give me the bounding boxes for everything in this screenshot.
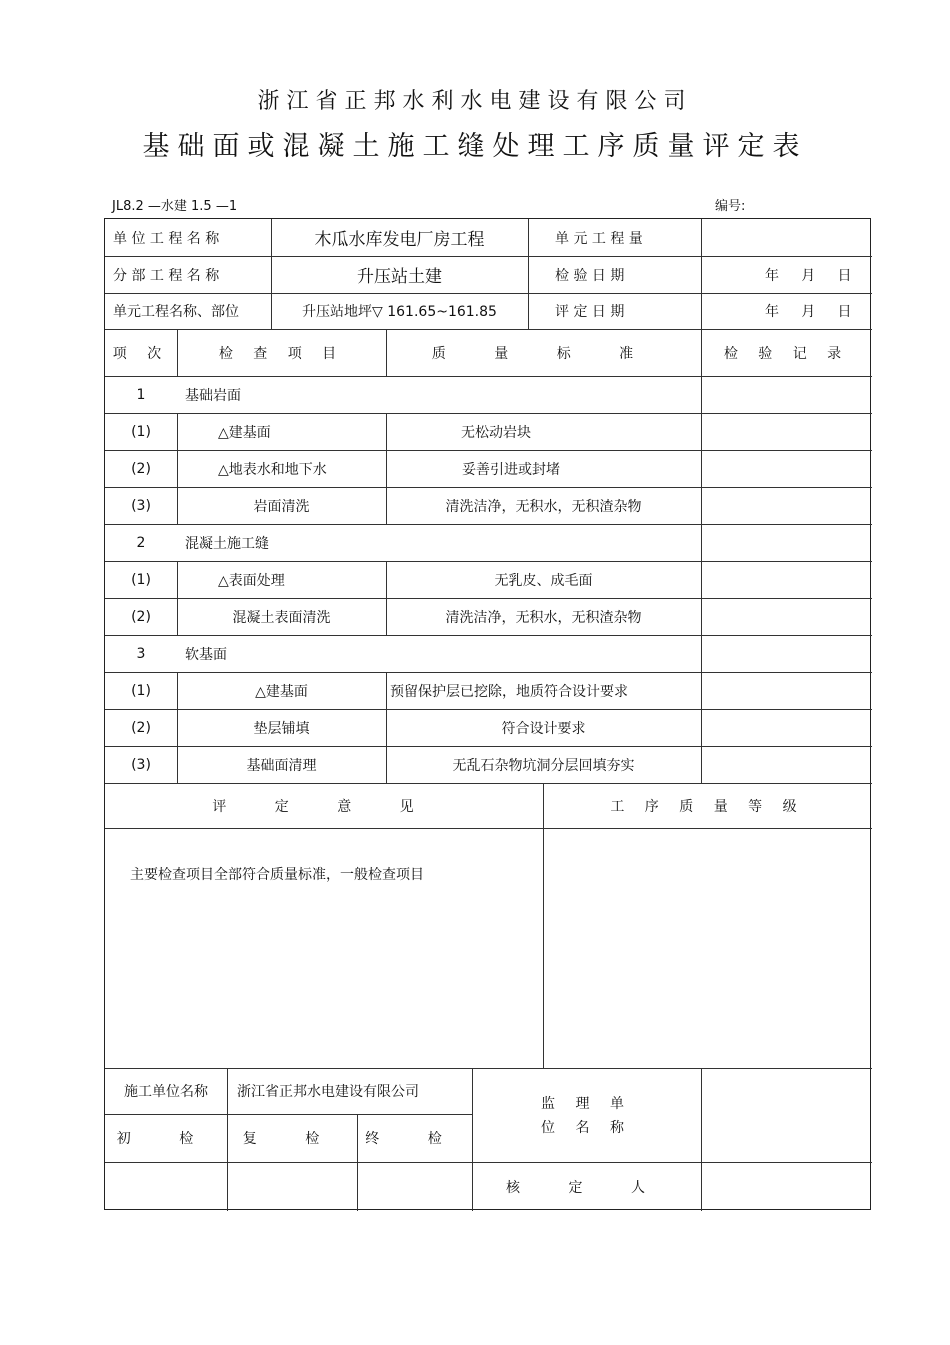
item-no: (3): [131, 497, 151, 514]
row-divider: [105, 828, 872, 829]
first-check-signature[interactable]: [105, 1162, 227, 1211]
section-no: 3: [136, 645, 146, 662]
assess-date-value[interactable]: 年 月 日: [765, 304, 852, 320]
sub-project-label: 分 部 工 程 名 称: [113, 267, 220, 284]
first-check-label: 初 检: [116, 1131, 216, 1147]
section-title: 混凝土施工缝: [185, 535, 269, 552]
check-item: 基础面清理: [246, 757, 317, 774]
section-no: 2: [136, 534, 146, 551]
item-no: (2): [131, 608, 151, 625]
inspection-record[interactable]: [701, 487, 872, 524]
element-label: 单元工程名称、部位: [113, 304, 239, 320]
item-no: (1): [131, 682, 151, 699]
inspection-record[interactable]: [701, 598, 872, 635]
assess-date-label: 评 定 日 期: [555, 304, 625, 320]
inspection-record[interactable]: [701, 561, 872, 598]
quality-standard: 清洗洁净，无积水，无积渣杂物: [445, 498, 642, 515]
sub-project-value: 升压站土建: [357, 267, 442, 287]
inspection-record[interactable]: [701, 413, 872, 450]
header-quality-standard: 质 量 标 准: [431, 345, 656, 362]
section-title: 基础岩面: [185, 387, 241, 404]
quality-standard: 无乱石杂物坑洞分层回填夯实: [452, 757, 635, 774]
item-no: (2): [131, 460, 151, 477]
company-name: 浙江省正邦水利水电建设有限公司: [257, 89, 693, 114]
supervisor-signature[interactable]: [701, 1068, 872, 1211]
check-item: 混凝土表面清洗: [232, 609, 331, 626]
contractor-label: 施工单位名称: [124, 1084, 208, 1100]
quality-standard: 无乳皮、成毛面: [494, 572, 593, 589]
header-item-no: 项 次: [112, 345, 170, 362]
item-no: (2): [131, 719, 151, 736]
evaluation-form-table: [104, 218, 871, 1210]
element-value: 升压站地坪▽ 161.65~161.85: [302, 304, 497, 320]
quality-standard: 符合设计要求: [501, 720, 586, 737]
check-item: 岩面清洗: [253, 498, 310, 515]
quality-standard: 预留保护层已挖除，地质符合设计要求: [390, 683, 628, 700]
quality-standard: 清洗洁净，无积水，无积渣杂物: [445, 609, 642, 626]
approver-label: 核 定 人: [506, 1179, 667, 1196]
column-divider: [528, 219, 529, 329]
re-check-label: 复 检: [242, 1131, 342, 1147]
final-check-label: 终 检: [365, 1131, 464, 1147]
item-no: (1): [131, 423, 151, 440]
inspection-record[interactable]: [701, 709, 872, 746]
supervisor-label-line2: 位 名 称: [541, 1120, 632, 1136]
item-no: (1): [131, 571, 151, 588]
check-item: △建基面: [218, 424, 271, 441]
section-title: 软基面: [185, 646, 227, 663]
final-check-signature[interactable]: [357, 1162, 472, 1211]
opinion-text[interactable]: 主要检查项目全部符合质量标准，一般检查项目: [130, 867, 424, 883]
opinion-label: 评 定 意 见: [212, 798, 436, 815]
check-item: △地表水和地下水: [218, 461, 327, 478]
supervisor-label-line1: 监 理 单: [541, 1096, 632, 1112]
unit-project-value: 木瓜水库发电厂房工程: [314, 230, 485, 250]
check-item: △建基面: [255, 683, 308, 700]
unit-project-label: 单 位 工 程 名 称: [113, 230, 220, 247]
grade-label: 工 序 质 量 等 级: [610, 798, 805, 815]
serial-number-label: 编号:: [715, 199, 746, 214]
inspection-record[interactable]: [701, 672, 872, 709]
quality-standard: 无松动岩块: [461, 424, 531, 441]
unit-quantity-value[interactable]: [701, 219, 872, 256]
quality-standard: 妥善引进或封堵: [462, 461, 560, 478]
item-no: (3): [131, 756, 151, 773]
unit-quantity-label: 单 元 工 程 量: [555, 230, 643, 247]
inspection-record[interactable]: [701, 746, 872, 783]
inspect-date-value[interactable]: 年 月 日: [765, 267, 852, 284]
re-check-signature[interactable]: [227, 1162, 357, 1211]
contractor-value: 浙江省正邦水电建设有限公司: [237, 1084, 419, 1100]
check-item: △表面处理: [218, 572, 285, 589]
check-item: 垫层铺填: [253, 720, 310, 737]
header-inspection-record: 检 验 记 录: [723, 345, 850, 362]
inspect-date-label: 检 验 日 期: [555, 267, 625, 284]
section-no: 1: [136, 386, 146, 403]
form-code: JL8.2 —水建 1.5 —1: [112, 199, 238, 214]
form-title: 基础面或混凝土施工缝处理工序质量评定表: [142, 131, 808, 162]
header-check-item: 检 查 项 目: [218, 345, 345, 362]
inspection-record[interactable]: [701, 450, 872, 487]
